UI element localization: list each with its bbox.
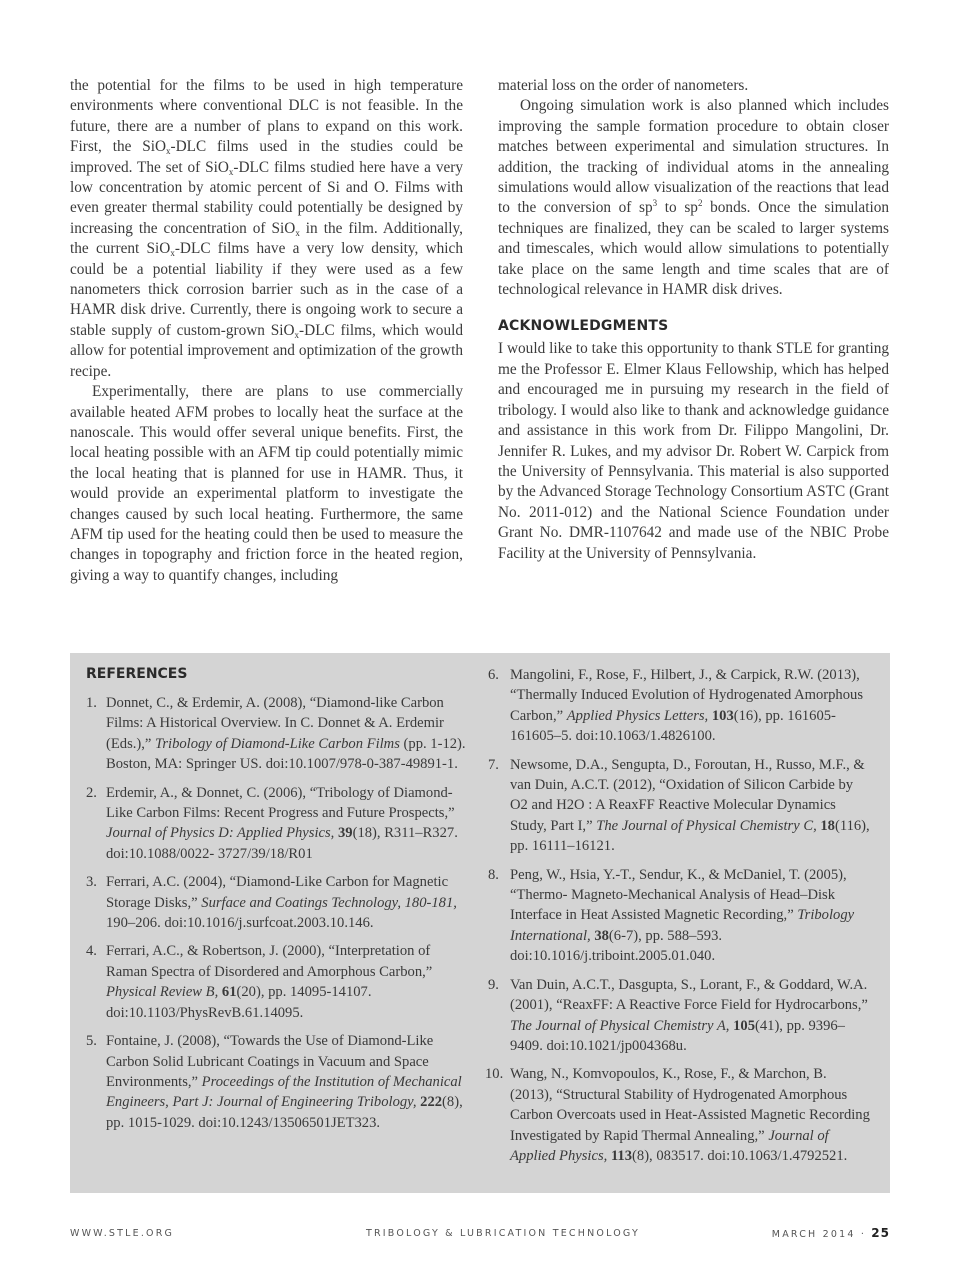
reference-source: Tribology International, <box>510 907 855 944</box>
references-column-right <box>485 665 872 1174</box>
reference-text: (8), 083517. doi:10.1063/1.4792521. <box>632 1147 848 1164</box>
body-column-right <box>498 76 889 564</box>
reference-item <box>488 865 872 967</box>
reference-item <box>485 1064 872 1166</box>
paragraph: the potential for the films to be used in high temperature environments where conventional DLC is not feasible. In the future, there are a number of plans to expand on this work. First, the SiO$_x$-DLC films used in the studies could be improved. The set of SiO$_x$-DLC films studied here have a very low concentration by atomic percent of Si and O. Films with even greater thermal stability could potentially be designed by increasing the concentration of SiO$_x$ in the film. Additionally, the current SiO$_x$-DLC films have a very low density, which could be a potential liability if they were used as a few nanometers thick corrosion barrier such as in the case of a HAMR disk drive. Currently, there is ongoing work to secure a stable supply of custom-grown SiO$_x$-DLC films, which would allow for potential improvement and optimization of the growth recipe. <box>70 77 463 380</box>
reference-text: (pp. 1-12). Boston, MA: Springer US. doi:10.1007/978-0-387-49891-1. <box>106 735 466 773</box>
reference-volume: 113 <box>610 1147 633 1164</box>
reference-text: (16), pp. 161605-161605–5. doi:10.1063/1.4826100. <box>510 707 836 745</box>
reference-text: (6-7), pp. 588–593. doi:10.1016/j.triboint.2005.01.040. <box>510 927 723 965</box>
reference-text: 190–206. doi:10.1016/j.surfcoat.2003.10.146. <box>106 915 374 932</box>
references-list <box>86 693 470 1133</box>
reference-text: Wang, N., Komvopoulos, K., Rose, F., & Marchon, B. (2013), “Structural Stability of Hydrogenated Amorphous Carbon Overcoats used in Heat-Assisted Magnetic Recording Investigated by Rapid Thermal Annealing,” <box>510 1066 870 1144</box>
reference-source: Applied Physics Letters, <box>566 707 709 724</box>
reference-text: Newsome, D.A., Sengupta, D., Foroutan, H., Russo, M.F., & van Duin, A.C.T. (2012), “Oxidation of Silicon Carbide by O2 and H2O : A ReaxFF Reactive Molecular Dynamics Study, Part I,” <box>510 756 865 834</box>
reference-item <box>488 755 872 857</box>
acknowledgments-text: I would like to take this opportunity to thank STLE for granting me the Professor E. Elmer Klaus Fellowship, which has helped and encouraged me in pursuing my research in the field of tribology. I would also like to thank and acknowledge guidance and assistance in this work from Dr. Filippo Mangolini, Dr. Jennifer R. Lukes, and my advisor Dr. Robert W. Carpick from the University of Pennsylvania. This material is also supported by the Advanced Storage Technology Consortium ASTC (Grant No. 2011-012) and the National Science Foundation under Grant No. DMR-1107642 and made use of the NBIC Probe Facility at the University of Pennsylvania. <box>498 340 889 562</box>
paragraph: material loss on the order of nanometers. <box>498 77 749 94</box>
acknowledgments-heading: ACKNOWLEDGMENTS <box>498 318 669 335</box>
reference-text: (18), R311–R327. doi:10.1088/0022- 3727/39/18/R01 <box>106 825 458 862</box>
reference-item <box>86 693 470 775</box>
reference-source: Tribology of Diamond-Like Carbon Films <box>155 735 400 752</box>
reference-source: Journal of Physics D: Applied Physics, <box>106 825 335 842</box>
page-number: 25 <box>871 1226 890 1240</box>
footer-publication: TRIBOLOGY & LUBRICATION TECHNOLOGY <box>366 1228 640 1239</box>
reference-volume: 38 <box>594 927 609 944</box>
footer-website: WWW.STLE.ORG <box>70 1228 175 1239</box>
reference-volume: 222 <box>420 1094 443 1111</box>
reference-volume: 103 <box>711 707 734 724</box>
reference-text: (41), pp. 9396–9409. doi:10.1021/jp004368u. <box>510 1017 845 1054</box>
reference-source: The Journal of Physical Chemistry C, <box>596 817 817 834</box>
references-column-left <box>86 665 470 1141</box>
references-heading: REFERENCES <box>86 666 188 682</box>
reference-source: Surface and Coatings Technology, 180-181, <box>201 894 457 911</box>
reference-text: (20), pp. 14095-14107. doi:10.1103/PhysRevB.61.14095. <box>106 984 372 1021</box>
reference-text: Fontaine, J. (2008), “Towards the Use of Diamond-Like Carbon Solid Lubricant Coatings in Vacuum and Space Environments,” <box>106 1033 434 1090</box>
reference-text: Erdemir, A., & Donnet, C. (2006), “Tribology of Diamond-Like Carbon Films: Recent Progress and Future Prospects,” <box>106 784 455 822</box>
reference-source: The Journal of Physical Chemistry A, <box>510 1017 730 1034</box>
reference-item <box>86 941 470 1023</box>
reference-text: (116), pp. 16111–16121. <box>510 817 870 855</box>
reference-number: 1. <box>86 695 97 711</box>
references-box <box>70 653 890 1193</box>
reference-number: 7. <box>488 756 499 773</box>
reference-volume: 18 <box>820 817 835 834</box>
reference-source: Proceedings of the Institution of Mechanical Engineers, Part J: Journal of Engineering Tribology, <box>106 1073 462 1111</box>
reference-item <box>86 783 470 865</box>
reference-number: 2. <box>86 784 97 801</box>
reference-text: Donnet, C., & Erdemir, A. (2008), “Diamond-like Carbon Films: A Historical Overview. In C. Donnet & A. Erdemir (Eds.),” <box>106 695 444 752</box>
reference-volume: 39 <box>337 825 353 842</box>
reference-volume: 105 <box>733 1017 755 1034</box>
paragraph: Ongoing simulation work is also planned which includes improving the sample formation procedure to obtain closer matches between experimental and simulation structures. In addition, the tracking of individual atoms in the annealing simulations would allow visualization of the reactions that lead to the conversion of $sp^3$ to $sp^2$ bonds. Once the simulation techniques are finalized, they can be scaled to larger systems and timescales, which would allow simulations to potentially take place on the same length and time scales that are of technological relevance in HAMR disk drives. <box>498 97 889 299</box>
reference-volume: 61 <box>221 984 237 1001</box>
reference-text: Ferrari, A.C. (2004), “Diamond-Like Carbon for Magnetic Storage Disks,” <box>106 874 449 911</box>
reference-number: 8. <box>488 866 499 883</box>
reference-text: Van Duin, A.C.T., Dasgupta, S., Lorant, F., & Goddard, W.A. (2001), “ReaxFF: A Reactive Force Field for Hydrocarbons,” <box>510 976 868 1014</box>
reference-number: 10. <box>485 1066 504 1083</box>
reference-number: 4. <box>86 943 97 960</box>
reference-text: Ferrari, A.C., & Robertson, J. (2000), “Interpretation of Raman Spectra of Disordered and Amorphous Carbon,” <box>106 943 433 980</box>
page-footer <box>70 1228 890 1242</box>
reference-text: (8), pp. 1015-1029. doi:10.1243/13506501JET323. <box>106 1094 463 1131</box>
reference-item <box>86 1031 470 1133</box>
reference-text: Mangolini, F., Rose, F., Hilbert, J., & Carpick, R.W. (2013), “Thermally Induced Evolution of Hydrogenated Amorphous Carbon,” <box>510 667 864 724</box>
reference-item <box>86 872 470 933</box>
reference-number: 5. <box>86 1033 97 1050</box>
reference-text: Peng, W., Hsia, Y.-T., Sendur, K., & McDaniel, T. (2005), “Thermo- Magneto-Mechanical Analysis of Head–Disk Interface in Heat Assisted Magnetic Recording,” <box>510 866 847 924</box>
paragraph: Experimentally, there are plans to use commercially available heated AFM probes to locally heat the surface at the nanoscale. This would offer several unique benefits. First, the local heating possible with an AFM tip could potentially mimic the local heating that is planned for use in HAMR. Thus, it would provide an experimental platform to investigate the changes caused by such local heating. Furthermore, the same AFM tip used for the heating could then be used to measure the changes in topography and friction force in the heated region, giving a way to quantify changes, including <box>70 383 463 584</box>
reference-source: Journal of Applied Physics, <box>510 1127 829 1164</box>
reference-source: Physical Review B, <box>106 984 219 1001</box>
reference-number: 6. <box>488 667 499 683</box>
reference-number: 9. <box>488 976 499 993</box>
reference-item <box>488 975 872 1057</box>
footer-issue: MARCH 2014 · 25 <box>771 1226 890 1240</box>
references-list <box>485 665 872 1166</box>
body-column-left <box>70 76 463 586</box>
reference-number: 3. <box>86 874 97 891</box>
reference-item <box>488 665 872 747</box>
